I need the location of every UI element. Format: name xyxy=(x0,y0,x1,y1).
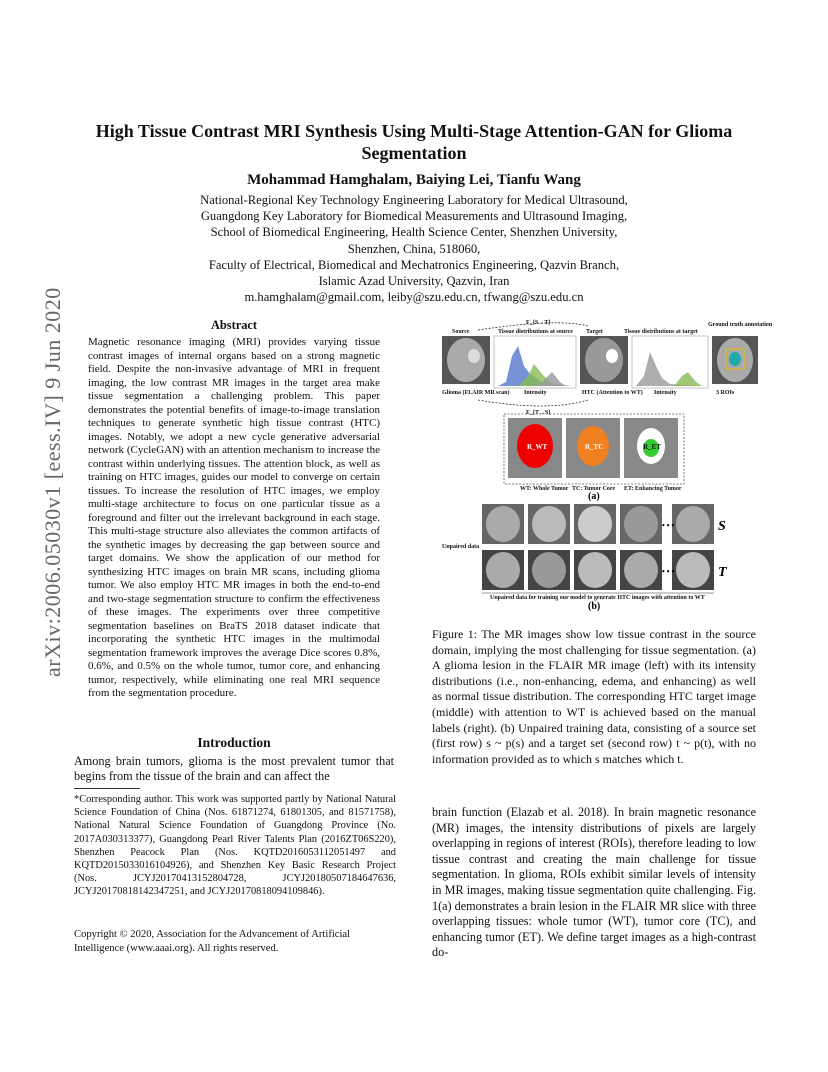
label-rois: 3 ROIs xyxy=(716,390,735,396)
introduction-body: Among brain tumors, glioma is the most prevalent tumor that begins from the tissue of the brain and can affect the xyxy=(74,754,394,783)
label-source: Source xyxy=(452,329,470,335)
target-lesion xyxy=(606,349,618,363)
affiliation-line: National-Regional Key Technology Engineering Laboratory for Medical Ultrasound, xyxy=(200,193,628,207)
label-wt: WT: Whole Tumor xyxy=(520,486,569,492)
roi-tc xyxy=(566,418,620,478)
dots-row-t: • • • xyxy=(662,567,675,576)
label-target: Target xyxy=(586,329,603,335)
label-glioma: Glioma (FLAIR MR scan) xyxy=(442,390,510,396)
abstract-body: Magnetic resonance imaging (MRI) provides varying tissue contrast images of internal organs based on a strong magnetic field. Despite the non-invasive advantage of MRI in frequent imaging, the low contrast MR images in the target area make tissue segmentation a challenging problem. This paper demonstrates the potential benefits of image-to-image translation techniques to generate synthetic high tissue contrast (HTC) images. Notably, we adopt a new cycle generative adversarial network (CycleGAN) with an attention mechanism to increase the contrast within underlying tissues. The attention block, as well as training on HTC images, guides our model to converge on certain tissues. To increase the resolution of HTC images, we employ multi-stage architecture to focus on one particular tissue as a foreground and filter out the irrelevant background in each stage. This multi-stage structure also alleviates the common artifacts of the synthetic images by decreasing the gap between source and target domains. We show the application of our method for synthesizing HTC images on brain MR scans, including glioma tumor. We also employ HTC MR images in both the end-to-end and two-stage segmentation structure to confirm the effectiveness of these images. The experiments over three competitive segmentation baselines on BraTS 2018 dataset indicate that incorporating the synthetic HTC images in the multimodal segmentation framework improves the average Dice scores 0.8%, 0.6%, and 0.5% on the whole tumor, tumor core, and enhancing tumor, respectively, while eliminating one real MRI sequence from the segmentation procedure. xyxy=(88,336,380,699)
roi-et xyxy=(624,418,678,478)
arxiv-id: arXiv:2006.05030v1 [eess.IV] 9 Jun 2020 xyxy=(40,287,65,677)
label-ground-truth: Ground truth annotation xyxy=(708,322,773,328)
subfigure-b-label: (b) xyxy=(588,601,601,612)
affiliation-line: Islamic Azad University, Qazvin, Iran xyxy=(318,274,510,289)
source-lesion xyxy=(468,349,480,363)
row-s-label: S xyxy=(718,519,726,534)
copyright: Copyright © 2020, Association for the Advancement of Artificial Intelligence (www.aaai.org). All rights reserved. xyxy=(74,929,351,954)
row-t-label: T xyxy=(718,565,727,580)
unpaired-caption: Unpaired data for training our model to generate HTC images with attention to WT xyxy=(490,595,705,601)
figure-caption: Figure 1: The MR images show low tissue contrast in the source domain, implying the most challenging for tissue segmentation. (a) A glioma lesion in the FLAIR MR image (left) with its intensity distributions (i.e., non-enhancing, edema, and enhancing) as well as normal tissue distribution. The corresponding HTC target image (middle) with attention to WT is achieved based on the manual labels (right). (b) Unpaired training data, consisting of a source set (first row) s ~ p(s) and a target set (second row) t ~ p(t), with no information provided as to which s matches which t. xyxy=(432,627,756,766)
figure-1 xyxy=(438,316,773,616)
label-et: ET: Enhancing Tumor xyxy=(624,486,682,492)
abstract-heading: Abstract xyxy=(210,318,258,332)
label-intensity-source: Intensity xyxy=(524,390,547,396)
dots-row-s: • • • xyxy=(662,521,675,530)
generator-forward-label: F_{S→T} xyxy=(526,320,551,326)
paper-title: High Tissue Contrast MRI Synthesis Using Multi-Stage Attention-GAN for Glioma Segmentation xyxy=(95,121,733,163)
body-text-right: brain function (Elazab et al. 2018). In brain magnetic resonance (MR) images, the intensity distributions of pixels are largely overlapping in regions of interest (ROIs), therefore leading to low tissue contrast and creating the main challenge for tissue segmentation. In glioma, ROIs exhibit similar levels of intensity in MR images, making tissue segmentation quite challenging. Fig. 1(a) demonstrates a brain lesion in the FLAIR MR slice with three overlapping tissues: whole tumor (WT), tumor core (TC), and enhancing tumor (ET). We define target images as a high-contrast do- xyxy=(432,805,756,960)
affiliations xyxy=(90,192,738,305)
authors xyxy=(90,172,738,189)
target-brain xyxy=(585,338,623,382)
affiliation-line: Shenzhen, China, 518060, xyxy=(347,241,481,256)
source-row xyxy=(482,504,714,544)
introduction-heading: Introduction xyxy=(197,735,271,750)
roi-wt-mark: R_WT xyxy=(527,443,548,451)
label-dist-target: Tissue distributions at target xyxy=(624,329,698,335)
generator-backward-label: F_{T→S} xyxy=(526,410,551,416)
affiliation-line: Guangdong Key Laboratory for Biomedical Measurements and Ultrasound Imaging, xyxy=(200,209,628,224)
label-htc: HTC (Attention to WT) xyxy=(582,390,643,396)
affiliation-line: Faculty of Electrical, Biomedical and Mechatronics Engineering, Qazvin Branch, xyxy=(208,257,620,272)
arxiv-stamp xyxy=(4,287,65,680)
label-dist-source: Tissue distributions at source xyxy=(498,329,573,335)
subfigure-a-label: (a) xyxy=(588,491,600,502)
affiliation-line: School of Biomedical Engineering, Health Science Center, Shenzhen University, xyxy=(210,225,618,240)
target-row xyxy=(482,550,714,590)
roi-et-mark: R_ET xyxy=(643,443,661,451)
label-intensity-target: Intensity xyxy=(654,390,677,396)
footnote: *Corresponding author. This work was supported partly by National Natural Science Foundation of China (Nos. 61871274, 61801305, and 81571758), National Natural Science Foundation of Guangdong Province (No. 2017A030313377), Guangdong Pearl River Talents Plan (2016ZT06S220), Shenzhen Peacock Plan (Nos. KQTD2016053112051497 and KQTD2015033016104926), and Shenzhen Key Basic Research Project (Nos. JCYJ20170413152804728, JCYJ20180507184647636, JCYJ20170818142347251, and JCYJ20170818094109846). xyxy=(74,794,396,898)
footnote-rule xyxy=(74,788,140,789)
label-unpaired: Unpaired data xyxy=(442,544,480,550)
source-brain xyxy=(447,338,485,382)
roi-tc-mark: R_TC xyxy=(585,443,604,451)
label-tc: TC: Tumor Core xyxy=(572,486,616,492)
roi-wt xyxy=(508,418,562,478)
authors-text: Mohammad Hamghalam, Baiying Lei, Tianfu Wang xyxy=(247,172,581,188)
affiliation-emails: m.hamghalam@gmail.com, leiby@szu.edu.cn, tfwang@szu.edu.cn xyxy=(244,290,584,305)
